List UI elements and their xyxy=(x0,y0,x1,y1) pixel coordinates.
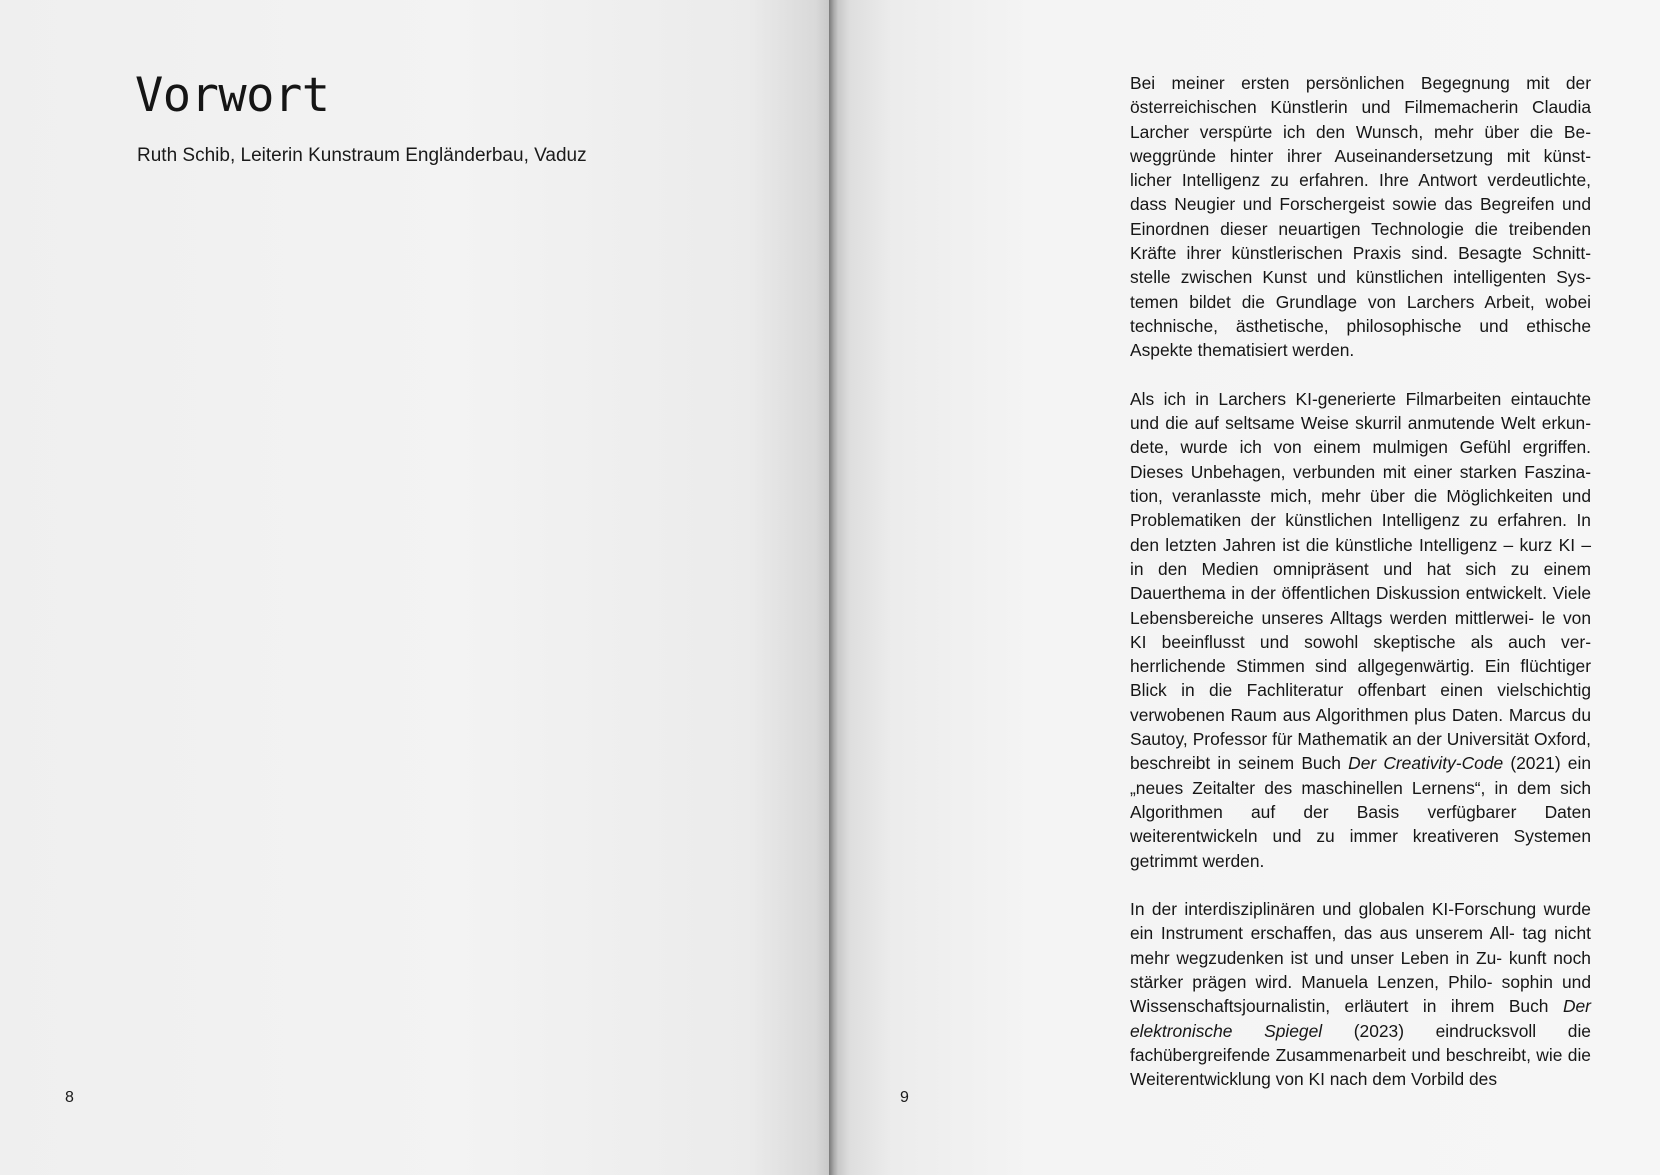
right-page xyxy=(832,0,1660,1175)
paragraph-1: Bei meiner ersten persönlichen Begegnung mit der österreichischen Künstlerin und Filmemacherin Claudia Larcher verspürte ich den Wunsch, mehr über die Be- weggründe hinter ihrer Auseinandersetzung mit künst- licher Intelligenz zu erfahren. Ihre Antwort verdeutlichte, dass Neugier und Forschergeist sowie das Begreifen und Einordnen dieser neuartigen Technologie die treibenden Kräfte ihrer künstlerischen Praxis sind. Besagte Schnitt- stelle zwischen Kunst und künstlichen intelligenten Sys- temen bildet die Grundlage von Larchers Arbeit, wobei technische, ästhetische, philosophische und ethische Aspekte thematisiert werden. xyxy=(1130,73,1591,361)
paragraph-2: Als ich in Larchers KI-generierte Filmarbeiten eintauchte und die auf seltsame Weise skurril anmutende Welt erkun- dete, wurde ich von einem mulmigen Gefühl ergriffen. Dieses Unbehagen, verbunden mit einer starken Faszina- tion, veranlasste mich, mehr über die Möglichkeiten und Problematiken der künstlichen Intelligenz zu erfahren. In den letzten Jahren ist die künstliche Intelligenz – kurz KI – in den Medien omnipräsent und hat sich zu einem Dauerthema in der öffentlichen Diskussion entwickelt. Viele Lebensbereiche unseres Alltags werden mittlerwei- le von KI beeinflusst und sowohl skeptische als auch ver- herrlichende Stimmen sind allgegenwärtig. Ein flüchtiger Blick in die Fachliteratur offenbart einen vielschichtig verwobenen Raum aus Algorithmen plus Daten. Marcus du Sautoy, Professor für Mathematik an der Universität Oxford, beschreibt in seinem Buch Der Creativity-Code (2021) ein „neues Zeitalter des maschinellen Lernens“, in dem sich Algorithmen auf der Basis verfügbarer Daten weiterentwickeln und zu immer kreativeren Systemen getrimmt werden. xyxy=(1130,388,1592,871)
page-number-left: 8 xyxy=(65,1089,74,1106)
paragraph-3: In der interdisziplinären und globalen KI-Forschung wurde ein Instrument erschaffen, das aus unserem All- tag nicht mehr wegzudenken ist und unser Leben in Zu- kunft noch stärker prägen wird. Manuela Lenzen, Philo- sophin und Wissenschaftsjournalistin, erläutert in ihrem Buch Der elektronische Spiegel (2023) eindrucksvoll die fachübergreifende Zusammenarbeit und beschreibt, wie die Weiterentwicklung von KI nach dem Vorbild des xyxy=(1130,899,1591,1090)
page-number-right: 9 xyxy=(900,1089,909,1106)
book-title-creativity-code: Der Creativity-Code xyxy=(1348,753,1504,774)
page-title: Vorwort xyxy=(135,68,330,123)
book-title-elektronische-spiegel: Der elektronische Spiegel xyxy=(1130,996,1591,1041)
author-line: Ruth Schib, Leiterin Kunstraum Engländerbau, Vaduz xyxy=(137,145,587,166)
book-gutter xyxy=(829,0,835,1175)
body-text xyxy=(1130,71,1591,1091)
